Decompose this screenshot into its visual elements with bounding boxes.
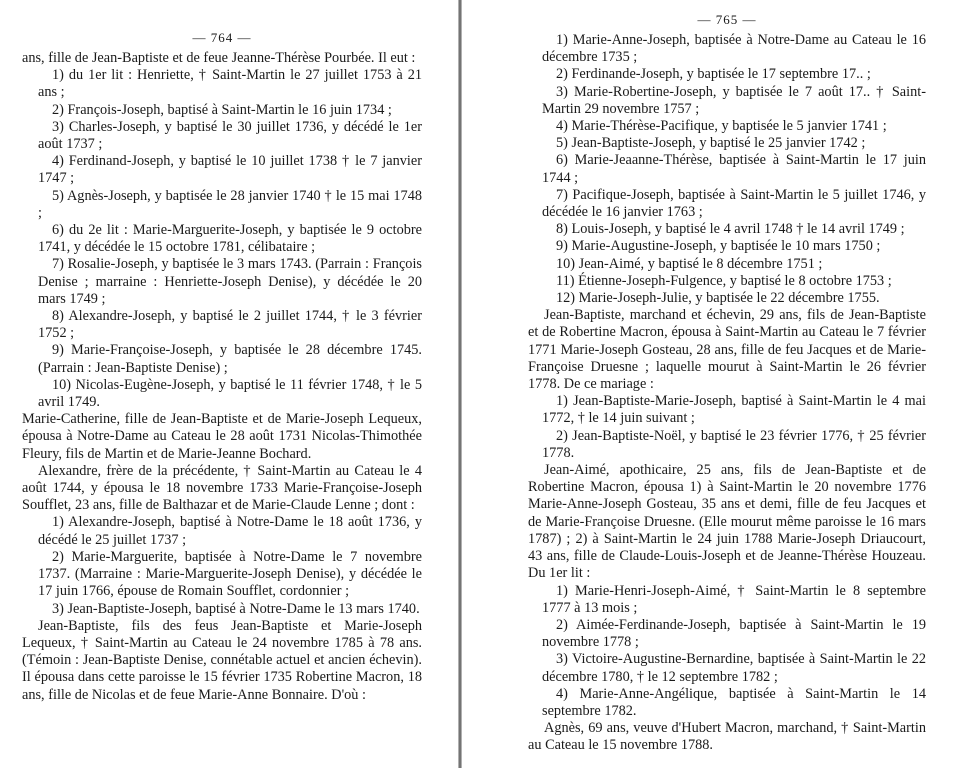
list-item: 2) Jean-Baptiste-Noël, y baptisé le 23 février 1776, † 25 février 1778. <box>542 427 926 461</box>
list-item: 9) Marie-Augustine-Joseph, y baptisée le 10 mars 1750 ; <box>556 238 881 255</box>
list-item: 1) Jean-Baptiste-Marie-Joseph, baptisé à Saint-Martin le 4 mai 1772, † le 14 juin suivant ; <box>542 393 926 427</box>
list-item: 3) Marie-Robertine-Joseph, y baptisée le 7 août 17.. † Saint-Martin 29 novembre 1757 ; <box>542 83 926 117</box>
page-number-right: — 765 — <box>697 12 757 27</box>
paragraph: Marie-Catherine, fille de Jean-Baptiste et de Marie-Joseph Lequeux, épousa à Notre-Dame au Cateau le 28 août 1731 Nicolas-Thimothée Fleury, fils de Martin et de Marie-Jeanne Bochard. <box>22 411 422 462</box>
list-item: 2) François-Joseph, baptisé à Saint-Martin le 16 juin 1734 ; <box>52 101 392 118</box>
list-item: 1) du 1er lit : Henriette, † Saint-Martin le 27 juillet 1753 à 21 ans ; <box>38 67 422 101</box>
list-item: 10) Nicolas-Eugène-Joseph, y baptisé le 11 février 1748, † le 5 avril 1749. <box>38 376 422 411</box>
list-item: 1) Marie-Henri-Joseph-Aimé, † Saint-Martin le 8 septembre 1777 à 13 mois ; <box>542 582 926 616</box>
paragraph: Agnès, 69 ans, veuve d'Hubert Macron, marchand, † Saint-Martin au Cateau le 15 novembre 1788. <box>528 720 926 754</box>
list-item: 12) Marie-Joseph-Julie, y baptisée le 22 décembre 1755. <box>556 290 880 307</box>
list-item: 8) Louis-Joseph, y baptisé le 4 avril 1748 † le 14 avril 1749 ; <box>556 221 905 238</box>
list-item: 4) Ferdinand-Joseph, y baptisé le 10 juillet 1738 † le 7 janvier 1747 ; <box>38 153 422 187</box>
left-page-text <box>22 50 422 704</box>
list-item: 4) Marie-Anne-Angélique, baptisée à Saint-Martin le 14 septembre 1782. <box>542 685 926 719</box>
list-item: 4) Marie-Thérèse-Pacifique, y baptisée le 5 janvier 1741 ; <box>556 118 887 135</box>
list-item: 7) Pacifique-Joseph, baptisée à Saint-Martin le 5 juillet 1746, y décédée le 16 janvier 1763 ; <box>542 186 926 221</box>
paragraph: Jean-Baptiste, fils des feus Jean-Baptiste et Marie-Joseph Lequeux, † Saint-Martin au Cateau le 24 novembre 1785 à 78 ans. (Témoin : Jean-Baptiste Denise, connétable actuel et ancien échevin). Il épousa dans cette paroisse le 15 février 1735 Robertine Macron, 18 ans, fille de Nicolas et de feue Marie-Anne Bonnaire. D'où : <box>22 617 422 703</box>
list-item: 9) Marie-Françoise-Joseph, y baptisée le 28 décembre 1745. (Parrain : Jean-Baptiste Denise) ; <box>38 342 422 376</box>
list-item: 5) Agnès-Joseph, y baptisée le 28 janvier 1740 † le 15 mai 1748 ; <box>38 187 422 221</box>
list-item: 5) Jean-Baptiste-Joseph, y baptisé le 25 janvier 1742 ; <box>556 135 866 152</box>
list-item: 3) Charles-Joseph, y baptisé le 30 juillet 1736, y décédé le 1er août 1737 ; <box>38 118 422 153</box>
list-item: 2) Marie-Marguerite, baptisée à Notre-Dame le 7 novembre 1737. (Marraine : Marie-Marguerite-Joseph Denise), y décédée le 17 juin 1766, épouse de Romain Soufflet, cordonnier ; <box>38 548 422 600</box>
list-item: 10) Jean-Aimé, y baptisé le 8 décembre 1751 ; <box>556 255 823 272</box>
book-gutter <box>458 0 462 768</box>
list-item: 6) du 2e lit : Marie-Marguerite-Joseph, y baptisée le 9 octobre 1741, y décédée le 15 octobre 1781, célibataire ; <box>38 222 422 256</box>
paragraph: ans, fille de Jean-Baptiste et de feue Jeanne-Thérèse Pourbée. Il eut : <box>22 50 416 66</box>
list-item: 8) Alexandre-Joseph, y baptisé le 2 juillet 1744, † le 3 février 1752 ; <box>38 308 422 342</box>
left-page <box>22 0 422 768</box>
list-item: 3) Jean-Baptiste-Joseph, baptisé à Notre-Dame le 13 mars 1740. <box>52 600 420 617</box>
list-item: 2) Aimée-Ferdinande-Joseph, baptisée à Saint-Martin le 19 novembre 1778 ; <box>542 616 926 651</box>
right-page-text <box>528 32 926 755</box>
list-item: 2) Ferdinande-Joseph, y baptisée le 17 septembre 17.. ; <box>556 66 871 83</box>
list-item: 1) Alexandre-Joseph, baptisé à Notre-Dame le 18 août 1736, y décédé le 25 juillet 1737 ; <box>38 514 422 548</box>
list-item: 7) Rosalie-Joseph, y baptisée le 3 mars 1743. (Parrain : François Denise ; marraine : Henriette-Joseph Denise), y décédée le 20 mars 1749 ; <box>38 256 422 307</box>
list-item: 6) Marie-Jeaanne-Thérèse, baptisée à Saint-Martin le 17 juin 1744 ; <box>542 152 926 186</box>
page-number-left: — 764 — <box>192 30 252 45</box>
paragraph: Jean-Aimé, apothicaire, 25 ans, fils de Jean-Baptiste et de Robertine Macron, épousa 1) à Saint-Martin le 20 novembre 1776 Marie-Anne-Joseph Gosteau, 35 ans et demi, fille de feu Jacques et de Marie-Françoise Druesne. (Elle mourut même paroisse le 16 mars 1787) ; 2) à Saint-Martin le 24 juin 1788 Marie-Joseph Driaucourt, 43 ans, fille de Claude-Louis-Joseph et de Jeanne-Thérèse Houzeau. Du 1er lit : <box>528 462 926 582</box>
right-page <box>528 0 926 768</box>
list-item: 11) Étienne-Joseph-Fulgence, y baptisé le 8 octobre 1753 ; <box>556 272 892 289</box>
list-item: 3) Victoire-Augustine-Bernardine, baptisée à Saint-Martin le 22 décembre 1780, † le 12 septembre 1782 ; <box>542 651 926 685</box>
paragraph: Jean-Baptiste, marchand et échevin, 29 ans, fils de Jean-Baptiste et de Robertine Macron, épousa à Saint-Martin au Cateau le 7 février 1771 Marie-Joseph Gosteau, 28 ans, fille de feu Jacques et de Marie-Françoise Druesne ; laquelle mourut à Saint-Martin le 26 février 1778. De ce mariage : <box>528 307 926 393</box>
list-item: 1) Marie-Anne-Joseph, baptisée à Notre-Dame au Cateau le 16 décembre 1735 ; <box>542 32 926 66</box>
paragraph: Alexandre, frère de la précédente, † Saint-Martin au Cateau le 4 août 1744, y épousa le 18 novembre 1733 Marie-Françoise-Joseph Soufflet, 23 ans, fille de Balthazar et de Marie-Claude Lenne ; dont : <box>22 462 422 514</box>
